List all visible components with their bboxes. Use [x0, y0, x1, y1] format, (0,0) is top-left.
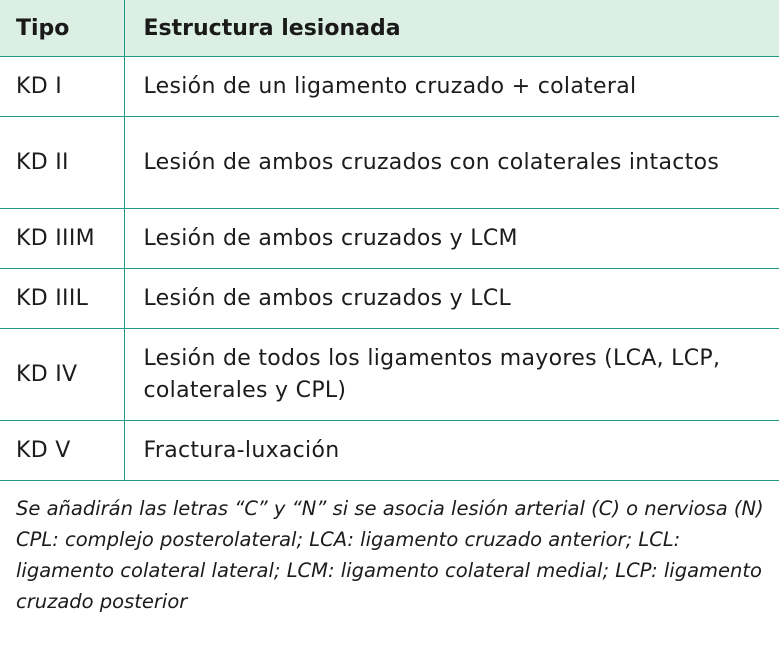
row-structure: Fractura-luxación: [124, 421, 779, 481]
table-row: [0, 329, 779, 421]
table-footnotes: [0, 481, 779, 617]
table-row: [0, 269, 779, 329]
table-row: [0, 117, 779, 209]
header-estructura: Estructura lesionada: [124, 0, 779, 57]
table-row: [0, 57, 779, 117]
row-type: KD II: [0, 117, 124, 209]
row-structure: Lesión de ambos cruzados y LCM: [124, 209, 779, 269]
row-structure: Lesión de ambos cruzados y LCL: [124, 269, 779, 329]
footnote-letters: Se añadirán las letras “C” y “N” si se asocia lesión arterial (C) o nerviosa (N): [16, 497, 764, 520]
row-structure: Lesión de un ligamento cruzado + colateral: [124, 57, 779, 117]
table-header-row: [0, 0, 779, 57]
row-type: KD IIIM: [0, 209, 124, 269]
footnote-abbreviations: CPL: complejo posterolateral; LCA: ligamento cruzado anterior; LCL: ligamento colateral lateral; LCM: ligamento colateral medial; LCP: ligamento cruzado posterior: [16, 528, 762, 613]
header-tipo: Tipo: [0, 0, 124, 57]
table-row: [0, 421, 779, 481]
row-type: KD IIIL: [0, 269, 124, 329]
table-row: [0, 209, 779, 269]
row-type: KD IV: [0, 329, 124, 421]
row-type: KD I: [0, 57, 124, 117]
row-structure: Lesión de ambos cruzados con colaterales intactos: [124, 117, 779, 209]
row-structure: Lesión de todos los ligamentos mayores (LCA, LCP, colaterales y CPL): [124, 329, 779, 421]
row-type: KD V: [0, 421, 124, 481]
